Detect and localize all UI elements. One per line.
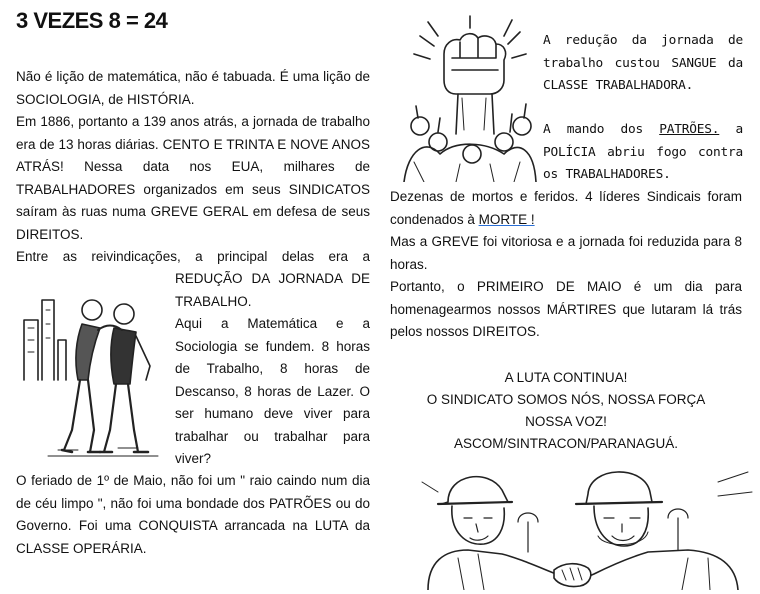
history-paragraph: Em 1886, portanto a 139 anos atrás, a jornada de trabalho era de 13 horas diárias. CENTO E TRINTA E NOVE ANOS ATRÁS! Nessa data nos EUA, milhares de TRABALHADORES organizados em seus SINDICATOS saíram às ruas numa GREVE GERAL em defesa de seus DIREITOS. — [16, 114, 370, 242]
deaths-paragraph — [390, 186, 742, 231]
closing-line-2: O SINDICATO SOMOS NÓS, NOSSA FORÇA — [426, 392, 706, 407]
handshake-illustration — [418, 462, 754, 590]
page-title: 3 VEZES 8 = 24 — [16, 8, 168, 33]
closing-line-3: NOSSA VOZ! — [525, 414, 607, 429]
police-text-post: a POLÍCIA abriu fogo contra os TRABALHADORES. — [543, 122, 743, 182]
workers-walking-illustration — [18, 280, 170, 460]
math-sociology-paragraph: Aqui a Matemática e a Sociologia se fundem. 8 horas de Trabalho, 8 horas de Descanso, 8 horas de Lazer. O ser humano deve viver para trabalhar ou trabalhar para viver? — [175, 316, 370, 466]
blood-paragraph: A redução da jornada de trabalho custou SANGUE da CLASSE TRABALHADORA. — [543, 33, 743, 93]
demands-main: REDUÇÃO DA JORNADA DE TRABALHO. — [175, 271, 370, 309]
closing-line-4: ASCOM/SINTRACON/PARANAGUÁ. — [453, 436, 679, 451]
police-text-pre: A mando dos — [543, 122, 660, 137]
may-day-paragraph: O feriado de 1º de Maio, não foi um " raio caindo num dia de céu limpo ", não foi uma bondade dos PATRÕES ou do Governo. Foi uma CONQUISTA arrancada na LUTA da CLASSE OPERÁRIA. — [16, 473, 370, 556]
closing-line-1: A LUTA CONTINUA! — [504, 370, 628, 385]
police-paragraph — [543, 119, 743, 187]
deaths-text: Dezenas de mortos e feridos. 4 líderes Sindicais foram condenados à — [390, 189, 742, 227]
victory-paragraph: Mas a GREVE foi vitoriosa e a jornada foi reduzida para 8 horas. — [390, 234, 742, 272]
intro-paragraph: Não é lição de matemática, não é tabuada. É uma lição de SOCIOLOGIA, de HISTÓRIA. — [16, 69, 370, 107]
morte-link[interactable]: MORTE ! — [478, 211, 535, 227]
patroes-link[interactable]: PATRÕES. — [659, 122, 720, 137]
may-first-paragraph: Portanto, o PRIMEIRO DE MAIO é um dia para homenagearmos nossos MÁRTIRES que lutaram lá trás pelos nossos DIREITOS. — [390, 279, 742, 339]
raised-fist-illustration — [400, 14, 538, 182]
demands-paragraph: Entre as reivindicações, a principal delas era a — [16, 249, 370, 264]
